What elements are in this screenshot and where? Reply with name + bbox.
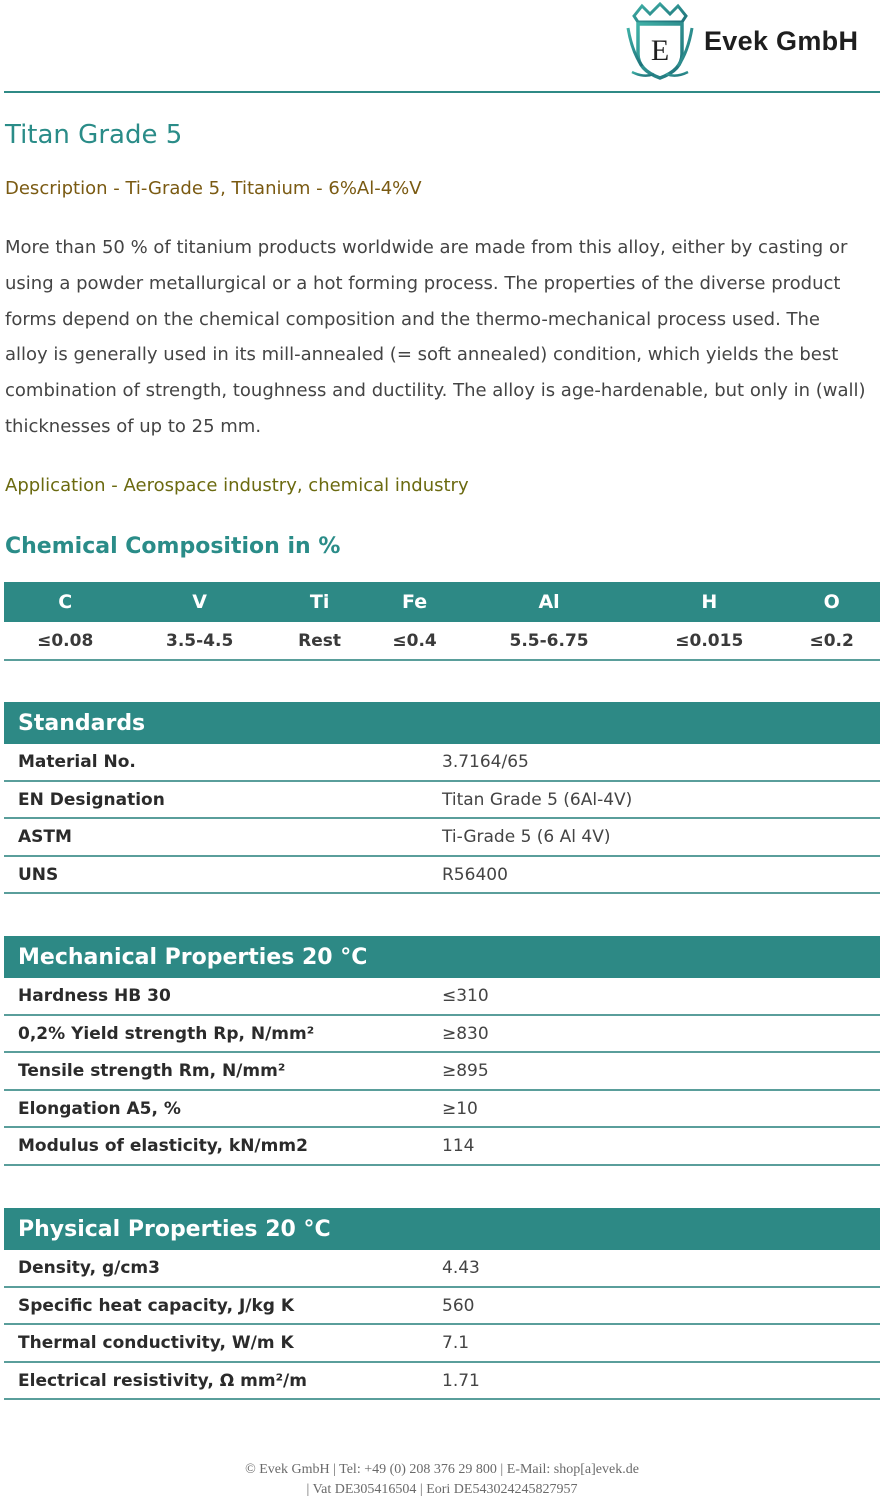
row-value: 1.71 — [442, 1370, 480, 1391]
header-divider — [4, 91, 880, 93]
element-header: V — [126, 582, 273, 622]
element-header: O — [783, 582, 880, 622]
svg-text:E: E — [650, 34, 670, 67]
row-value: ≤310 — [442, 986, 489, 1006]
element-header: Fe — [366, 582, 463, 622]
mechanical-heading: Mechanical Properties 20 °C — [4, 936, 880, 978]
table-row — [4, 744, 880, 782]
description-heading: Description - Ti-Grade 5, Titanium - 6%Al-4%V — [5, 178, 422, 199]
row-label: Thermal conductivity, W/m K — [18, 1333, 294, 1353]
row-value: ≥830 — [442, 1023, 489, 1044]
row-value: 4.43 — [442, 1258, 480, 1278]
row-label: Tensile strength Rm, N/mm² — [18, 1061, 286, 1081]
row-value: R56400 — [442, 864, 508, 885]
table-row — [4, 1128, 880, 1166]
brand-logo — [624, 2, 858, 80]
standards-table — [4, 702, 880, 894]
physical-table — [4, 1208, 880, 1400]
composition-table — [4, 582, 880, 661]
row-value: 7.1 — [442, 1333, 470, 1353]
table-row — [4, 819, 880, 857]
physical-heading: Physical Properties 20 °C — [4, 1208, 880, 1250]
mechanical-table — [4, 936, 880, 1166]
row-value: Ti-Grade 5 (6 Al 4V) — [442, 827, 611, 847]
element-value: ≤0.2 — [783, 622, 880, 660]
element-value: ≤0.08 — [4, 622, 126, 660]
footer-contact-line: © Evek GmbH | Tel: +49 (0) 208 376 29 800 | E-Mail: shop[a]evek.de — [245, 1462, 639, 1477]
row-value: 560 — [442, 1295, 475, 1316]
page-title: Titan Grade 5 — [5, 120, 183, 150]
row-value: ≥10 — [442, 1098, 478, 1119]
table-row — [4, 1363, 880, 1401]
element-value: ≤0.4 — [366, 622, 463, 660]
row-label: 0,2% Yield strength Rp, N/mm² — [18, 1023, 315, 1044]
row-label: Elongation A5, % — [18, 1098, 181, 1119]
element-header: H — [635, 582, 783, 622]
row-label: ASTM — [18, 827, 72, 847]
table-row — [4, 1053, 880, 1091]
element-value: 3.5-4.5 — [126, 622, 273, 660]
row-label: UNS — [18, 864, 59, 885]
row-label: Material No. — [18, 752, 136, 772]
element-value: Rest — [273, 622, 366, 660]
table-row — [4, 978, 880, 1016]
row-label: Modulus of elasticity, kN/mm2 — [18, 1136, 308, 1156]
footer-tax-line: | Vat DE305416504 | Eori DE543024245827957 — [306, 1482, 578, 1497]
crest-logo-icon — [624, 2, 696, 80]
row-value: ≥895 — [442, 1061, 489, 1081]
table-row — [4, 1016, 880, 1054]
table-row — [4, 1288, 880, 1326]
row-label: Electrical resistivity, Ω mm²/m — [18, 1370, 307, 1391]
element-value: ≤0.015 — [635, 622, 783, 660]
table-row — [4, 1091, 880, 1129]
row-value: 3.7164/65 — [442, 752, 529, 772]
row-value: Titan Grade 5 (6Al-4V) — [442, 789, 633, 810]
table-row — [4, 782, 880, 820]
table-row — [4, 857, 880, 895]
element-header: Al — [463, 582, 635, 622]
composition-value-row — [4, 622, 880, 660]
table-row — [4, 1325, 880, 1363]
row-label: EN Designation — [18, 789, 165, 810]
row-label: Density, g/cm3 — [18, 1258, 160, 1278]
page-footer — [0, 1460, 884, 1500]
composition-header-row — [4, 582, 880, 622]
row-label: Specific heat capacity, J/kg K — [18, 1295, 295, 1316]
row-value: 114 — [442, 1136, 475, 1156]
element-header: Ti — [273, 582, 366, 622]
standards-heading: Standards — [4, 702, 880, 744]
brand-name: Evek GmbH — [704, 25, 859, 56]
application-line: Application - Aerospace industry, chemical industry — [5, 475, 469, 496]
row-label: Hardness HB 30 — [18, 986, 171, 1006]
element-value: 5.5-6.75 — [463, 622, 635, 660]
table-row — [4, 1250, 880, 1288]
description-body: More than 50 % of titanium products worldwide are made from this alloy, either by casting or using a powder metallurgical or a hot forming process. The properties of the diverse product forms depend on the chemical composition and the thermo-mechanical process used. The alloy is generally used in its mill-annealed (= soft annealed) condition, which yields the best combination of strength, toughness and ductility. The alloy is age-hardenable, but only in (wall) thicknesses of up to 25 mm. — [5, 237, 866, 437]
composition-heading: Chemical Composition in % — [5, 534, 341, 559]
element-header: C — [4, 582, 126, 622]
